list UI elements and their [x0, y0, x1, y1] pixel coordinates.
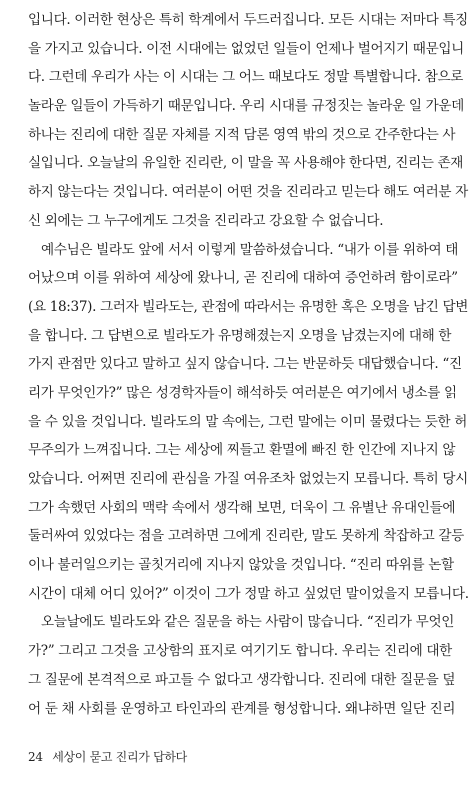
text-line: 입니다. 이러한 현상은 특히 학계에서 두드러집니다. 모든 시대는 저마다 특징 [28, 12, 468, 28]
text-line: 놀라운 일들이 가득하기 때문입니다. 우리 시대를 규정짓는 놀라운 일 가운데 [28, 98, 464, 115]
text-line: 을 합니다. 그 답변으로 빌라도가 유명해졌는지 오명을 남겼는지에 대해 한 [28, 327, 452, 344]
page-number: 24 [28, 750, 43, 764]
text-line: 실입니다. 오늘날의 유일한 진리란, 이 말을 꼭 사용해야 한다면, 진리는 존재 [28, 155, 464, 172]
text-line: 신 외에는 그 누구에게도 그것을 진리라고 강요할 수 없습니다. [28, 212, 384, 229]
text-line: 어 둔 채 사회를 운영하고 타인과의 관계를 형성합니다. 왜냐하면 일단 진리 [28, 700, 456, 717]
running-title: 세상이 묻고 진리가 답하다 [52, 750, 187, 764]
text-line: (요 18:37). 그러자 빌라도는, 관점에 따라서는 유명한 혹은 오명을 남긴 답변 [28, 298, 469, 315]
text-line: 을 가지고 있습니다. 이전 시대에는 없었던 일들이 언제나 벌어지기 때문입니 [28, 40, 464, 57]
text-line: 가지 관점만 있다고 말하고 싶지 않습니다. 그는 반문하듯 대답했습니다. “진 [28, 356, 462, 373]
page-footer [28, 748, 187, 765]
text-line: 어났으며 이를 위하여 세상에 왔나니, 곧 진리에 대하여 증언하려 함이로라” [28, 270, 458, 287]
text-line: 하나는 진리에 대한 질문 자체를 지적 담론 영역 밖의 것으로 간주한다는 사 [28, 126, 456, 143]
paragraph [28, 236, 469, 609]
text-line: 았습니다. 어쩌면 진리에 관심을 가질 여유조차 없었는지 모릅니다. 특히 당시 [28, 471, 468, 487]
text-line: 그 질문에 본격적으로 파고들 수 없다고 생각합니다. 진리에 대한 질문을 덮 [28, 671, 456, 688]
text-line: 둘러싸여 있었다는 점을 고려하면 그에게 진리란, 말도 못하게 착잡하고 갈등 [28, 528, 464, 545]
body-text [28, 6, 469, 723]
text-line: 리가 무엇인가?” 많은 성경학자들이 해석하듯 여러분은 여기에서 냉소를 읽 [28, 384, 457, 401]
paragraph [28, 608, 456, 723]
text-line: 을 수 있을 것입니다. 빌라도의 말 속에는, 그런 말에는 이미 물렸다는 듯한 허 [28, 413, 468, 430]
text-line: 이나 불러일으키는 골칫거리에 지나지 않았을 것입니다. “진리 따위를 논할 [28, 557, 454, 574]
text-line: 예수님은 빌라도 앞에 서서 이렇게 말씀하셨습니다. “내가 이를 위하여 태 [41, 241, 458, 258]
text-line: 오늘날에도 빌라도와 같은 질문을 하는 사람이 많습니다. “진리가 무엇인 [41, 614, 455, 631]
text-line: 하지 않는다는 것입니다. 여러분이 어떤 것을 진리라고 믿는다 해도 여러분 자 [28, 184, 468, 201]
text-line: 시간이 대체 어디 있어?” 이것이 그가 정말 하고 싶었던 말이었을지 모릅니다. [28, 585, 469, 602]
text-line: 가?” 그리고 그것을 고상함의 표지로 여기기도 합니다. 우리는 진리에 대한 [28, 643, 452, 660]
text-line: 다. 그런데 우리가 사는 이 시대는 그 어느 때보다도 정말 특별합니다. 참으로 [28, 69, 464, 86]
paragraph [28, 6, 468, 236]
text-line: 무주의가 느껴집니다. 그는 세상에 찌들고 환멸에 빠진 한 인간에 지나지 않 [28, 442, 456, 459]
text-line: 그가 속했던 사회의 맥락 속에서 생각해 보면, 더욱이 그 유별난 유대인들에 [28, 499, 456, 516]
